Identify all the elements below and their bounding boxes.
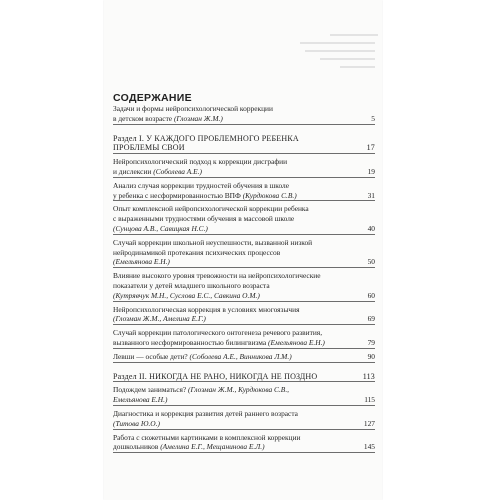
page-number: 69 [367, 314, 375, 324]
bleed-through-line [330, 34, 378, 36]
entry-author: (Амелина Е.Г., Мещанинова Е.Л.) [160, 442, 265, 452]
bleed-through-line [300, 42, 375, 44]
toc-section [113, 134, 375, 154]
page-number: 17 [366, 143, 375, 153]
page-number: 145 [363, 442, 375, 452]
page-number: 90 [367, 351, 375, 361]
entry-rule [113, 381, 375, 382]
entry-rule [113, 452, 375, 453]
toc-entry [113, 238, 375, 267]
bleed-through-line [340, 66, 375, 68]
page-number: 31 [367, 190, 375, 200]
page-number: 19 [367, 166, 375, 176]
entry-title: Диагностика и коррекция развития детей раннего возраста [113, 408, 298, 418]
entry-author: (Соболева А.Е.) [153, 166, 202, 176]
section-title: Раздел II. НИКОГДА НЕ РАНО, НИКОГДА НЕ ПОЗДНО [113, 371, 318, 381]
section-title: Раздел I. У КАЖДОГО ПРОБЛЕМНОГО РЕБЕНКА [113, 133, 299, 143]
toc-entry [113, 271, 375, 300]
entry-title: Нейропсихологический подход к коррекции дисграфии [113, 157, 288, 167]
toc-entry [113, 157, 375, 177]
bleed-through-line [320, 58, 375, 60]
page-number: 60 [367, 290, 375, 300]
page-title: СОДЕРЖАНИЕ [113, 92, 192, 104]
toc-entry [113, 433, 375, 453]
entry-title: Случай коррекции школьной неуспешности, вызванной низкой [113, 237, 313, 247]
entry-author: (Кутрявчук М.Н., Суслова Е.С., Савкина О.М.) [113, 290, 260, 300]
toc-entry [113, 352, 375, 362]
entry-title: Опыт комплексной нейропсихологической коррекции ребенка [113, 204, 309, 214]
entry-author: (Сунцова А.В., Савицкая Н.С.) [113, 223, 208, 233]
entry-author: (Емельянова Е.Н.) [113, 257, 170, 267]
entry-title-cont: вызванного несформированностью билингвизма [113, 337, 267, 347]
entry-title: Задачи и формы нейропсихологической коррекции [113, 104, 273, 113]
entry-title: Нейропсихологическая коррекция в условиях многоязычия [113, 304, 300, 314]
toc-entry [113, 305, 375, 325]
entry-rule [113, 348, 375, 349]
entry-author: (Титова Ю.О.) [113, 418, 160, 428]
entry-title-cont: нейродинамикой протекания психических процессов [113, 247, 281, 257]
entry-rule [113, 301, 375, 302]
entry-rule [113, 324, 375, 325]
entry-rule [113, 234, 375, 235]
entry-title: Работа с сюжетными картинками в комплексной коррекции [113, 432, 301, 442]
page-number: 127 [363, 418, 375, 428]
entry-author: (Соболева А.Е., Винникова Л.М.) [189, 351, 292, 361]
entry-author: (Глозман Ж.М., Курдюкова С.В., [188, 385, 290, 395]
toc-entry [113, 409, 375, 429]
entry-title-cont: у ребенка с несформированностью ВПФ [113, 190, 241, 200]
entry-author: (Глозман Ж.М.) [173, 113, 223, 123]
toc-entry [113, 385, 375, 405]
page-number: 5 [371, 113, 375, 123]
entry-author: (Глозман Ж.М., Амелина Е.Г.) [113, 314, 206, 324]
entry-rule [113, 177, 375, 178]
entry-title: Левши — особые дети? [113, 351, 188, 361]
entry-author: (Курдюкова С.В.) [242, 190, 297, 200]
entry-title-cont: показатели у детей младшего школьного возраста [113, 280, 270, 290]
entry-rule [113, 267, 375, 268]
entry-title-cont: дошкольников [113, 442, 159, 452]
page-number: 79 [367, 337, 375, 347]
entry-title-cont: и дислексии [113, 166, 152, 176]
entry-rule [113, 153, 375, 154]
entry-title-cont: с выраженными трудностями обучения в массовой школе [113, 214, 295, 224]
table-of-contents [113, 104, 375, 456]
bleed-through-line [305, 50, 375, 52]
entry-title: Подождем заниматься? [113, 385, 187, 395]
toc-entry [113, 181, 375, 201]
page-number: 50 [367, 257, 375, 267]
entry-title: Анализ случая коррекции трудностей обучения в школе [113, 180, 290, 190]
entry-title: Случай коррекции патологического онтогенеза речевого развития, [113, 328, 323, 338]
entry-rule [113, 405, 375, 406]
entry-author: (Емельянова Е.Н.) [268, 337, 325, 347]
toc-entry [113, 328, 375, 348]
section-title-cont: ПРОБЛЕМЫ СВОИ [113, 143, 185, 153]
entry-rule [113, 200, 375, 201]
toc-entry [113, 104, 375, 124]
entry-title: Влияние высокого уровня тревожности на нейропсихологические [113, 271, 321, 281]
entry-author-cont: Емельянова Е.Н.) [113, 395, 168, 405]
toc-entry [113, 204, 375, 233]
entry-rule [113, 362, 375, 363]
page-number: 40 [367, 223, 375, 233]
page-number: 115 [364, 395, 375, 405]
entry-title-cont: в детском возрасте [113, 113, 173, 123]
page-number: 113 [362, 371, 375, 381]
entry-rule [113, 429, 375, 430]
toc-section [113, 372, 375, 382]
entry-rule [113, 124, 375, 125]
